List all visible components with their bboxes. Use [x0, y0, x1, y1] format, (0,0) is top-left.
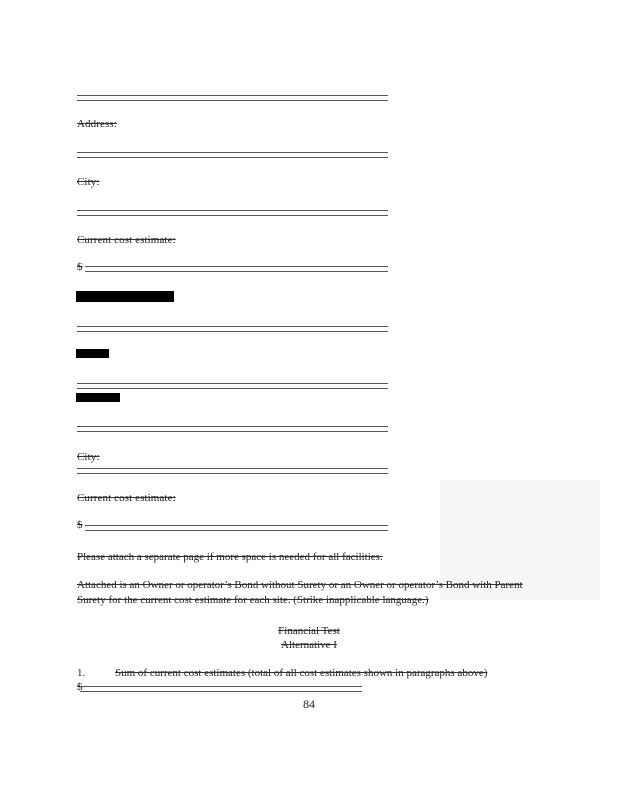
- entry-line: [77, 326, 388, 332]
- entry-line: [77, 426, 388, 432]
- address-label: Address:: [77, 118, 117, 130]
- attach-page-note: Please attach a separate page if more space is needed for all facilities.: [77, 551, 383, 563]
- financial-test-title: Financial Test: [278, 625, 340, 637]
- redaction-block: [76, 291, 174, 302]
- dollar-sign: $: [77, 261, 83, 273]
- cost-entry-line: [85, 266, 388, 272]
- city-entry-line: [77, 468, 388, 474]
- city-entry-line: [77, 210, 388, 216]
- financial-test-item: [77, 667, 552, 679]
- financial-test-subtitle: Alternative I: [281, 639, 337, 651]
- cost-estimate-label: Current cost estimate:: [77, 234, 176, 246]
- cost-entry-line: [85, 525, 388, 531]
- dollar-sign: $: [77, 681, 83, 693]
- item-text: Sum of current cost estimates (total of all cost estimates shown in paragraphs above): [115, 667, 488, 679]
- address-entry-line: [77, 152, 388, 158]
- cost-estimate-label: Current cost estimate:: [77, 492, 176, 504]
- city-label: City:: [77, 176, 100, 188]
- entry-line: [77, 383, 388, 389]
- bond-statement: Attached is an Owner or operator’s Bond without Surety or an Owner or operator’s Bond with Parent Surety for the current cost estimate for each site. (Strike inapplicable language.): [77, 579, 523, 606]
- dollar-sign: $: [77, 519, 83, 531]
- city-label: City:: [77, 451, 100, 463]
- item-number: 1.: [77, 667, 86, 679]
- name-entry-line: [77, 95, 388, 101]
- redaction-block: [76, 349, 109, 358]
- page-number: 84: [303, 697, 315, 711]
- redaction-block: [76, 393, 120, 402]
- sum-entry-line: [80, 686, 362, 692]
